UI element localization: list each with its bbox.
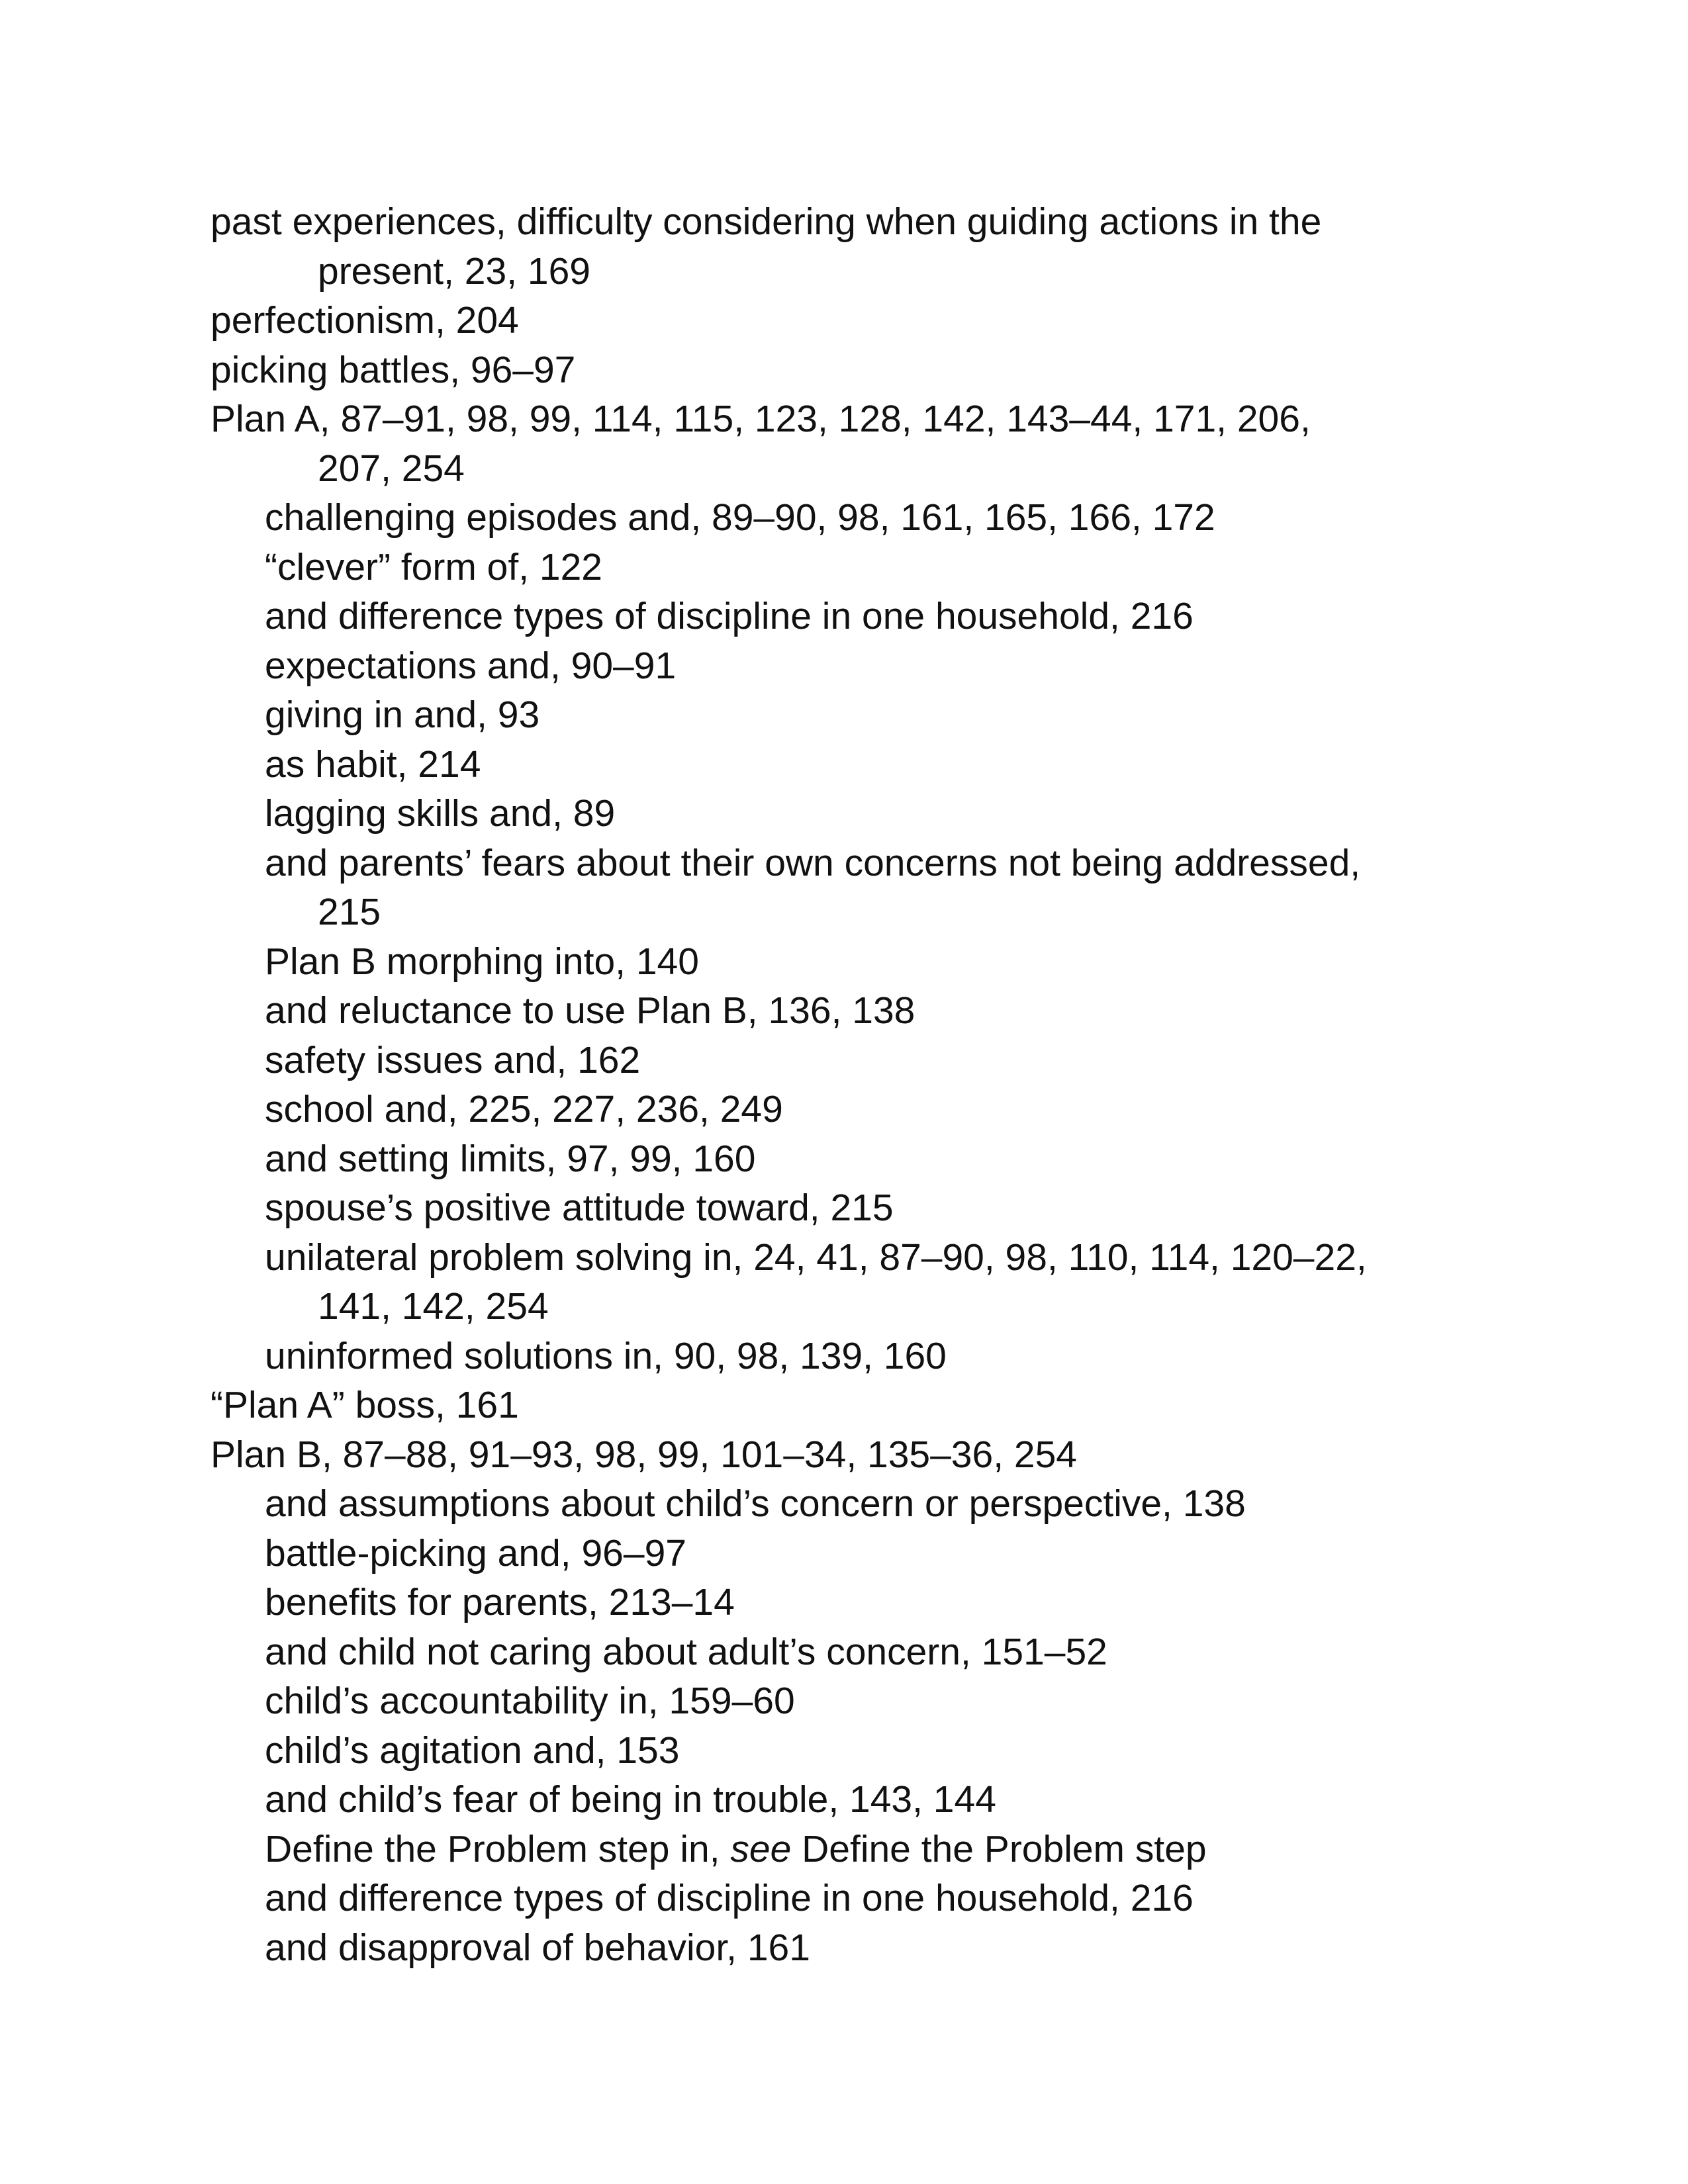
entry-text: safety issues and, 162 [265, 1038, 641, 1081]
index-page [211, 197, 1508, 2064]
index-subentry [211, 839, 1508, 937]
index-subentry [211, 1726, 1508, 1776]
entry-text: as habit, 214 [265, 743, 481, 786]
index-subentry [211, 641, 1508, 691]
index-subentry [211, 1825, 1508, 1874]
cross-reference-target: Define the Problem step [791, 1827, 1207, 1870]
index-entry [211, 1430, 1508, 1480]
entry-text: unilateral problem solving in, 24, 41, 87–90, 98, 110, 114, 120–22, [265, 1236, 1367, 1279]
entry-text: child’s agitation and, 153 [265, 1729, 680, 1772]
see-reference: see [730, 1827, 792, 1870]
entry-continuation: 215 [318, 891, 381, 933]
entry-text: and parents’ fears about their own concerns not being addressed, [265, 841, 1361, 884]
index-subentry [211, 937, 1508, 987]
entry-text: lagging skills and, 89 [265, 792, 616, 835]
index-subentry [211, 789, 1508, 839]
index-subentry [211, 543, 1508, 592]
index-subentry [211, 1332, 1508, 1381]
index-subentry [211, 986, 1508, 1036]
index-subentry [211, 1775, 1508, 1825]
entry-text: benefits for parents, 213–14 [265, 1581, 735, 1623]
entry-text: past experiences, difficulty considering when guiding actions in the [211, 201, 1322, 243]
entry-text: “Plan A” boss, 161 [211, 1384, 519, 1426]
index-subentry [211, 1923, 1508, 1973]
index-subentry [211, 1183, 1508, 1233]
index-entry [211, 394, 1508, 493]
entry-text: and difference types of discipline in one household, 216 [265, 595, 1194, 637]
entry-text: and child’s fear of being in trouble, 143, 144 [265, 1778, 996, 1821]
entry-text: perfectionism, 204 [211, 299, 519, 341]
index-subentry [211, 1233, 1508, 1332]
entry-text: and setting limits, 97, 99, 160 [265, 1137, 756, 1180]
index-subentry [211, 1529, 1508, 1578]
entry-text: challenging episodes and, 89–90, 98, 161, 165, 166, 172 [265, 496, 1215, 539]
index-subentry [211, 1874, 1508, 1923]
entry-text: and disapproval of behavior, 161 [265, 1926, 810, 1969]
index-subentry [211, 493, 1508, 543]
index-entry [211, 1381, 1508, 1430]
index-subentry [211, 1134, 1508, 1184]
entry-text: and child not caring about adult’s concern, 151–52 [265, 1630, 1107, 1673]
index-subentry [211, 1676, 1508, 1726]
index-subentry [211, 1479, 1508, 1529]
index-subentry [211, 740, 1508, 790]
entry-text: and assumptions about child’s concern or perspective, 138 [265, 1482, 1246, 1525]
entry-continuation: 207, 254 [318, 447, 465, 490]
entry-text: school and, 225, 227, 236, 249 [265, 1088, 783, 1130]
index-subentry [211, 1578, 1508, 1627]
index-entry [211, 296, 1508, 345]
index-subentry [211, 592, 1508, 641]
entry-text: and reluctance to use Plan B, 136, 138 [265, 989, 915, 1032]
index-subentry [211, 1085, 1508, 1134]
entry-continuation: present, 23, 169 [318, 250, 590, 293]
entry-text: Plan B morphing into, 140 [265, 940, 699, 983]
entry-text: Define the Problem step in, [265, 1827, 731, 1870]
index-entry [211, 345, 1508, 395]
entry-text: Plan A, 87–91, 98, 99, 114, 115, 123, 128, 142, 143–44, 171, 206, [211, 398, 1311, 440]
entry-text: child’s accountability in, 159–60 [265, 1680, 795, 1722]
index-entry [211, 197, 1508, 296]
entry-text: uninformed solutions in, 90, 98, 139, 160 [265, 1334, 947, 1377]
entry-text: giving in and, 93 [265, 694, 540, 736]
entry-text: and difference types of discipline in one household, 216 [265, 1877, 1194, 1919]
entry-text: “clever” form of, 122 [265, 545, 602, 588]
entry-continuation: 141, 142, 254 [318, 1285, 549, 1328]
entry-text: spouse’s positive attitude toward, 215 [265, 1187, 894, 1229]
index-subentry [211, 690, 1508, 740]
entry-text: expectations and, 90–91 [265, 644, 677, 687]
entry-text: battle-picking and, 96–97 [265, 1531, 686, 1574]
index-subentry [211, 1627, 1508, 1677]
entry-text: picking battles, 96–97 [211, 348, 576, 391]
entry-text: Plan B, 87–88, 91–93, 98, 99, 101–34, 135–36, 254 [211, 1433, 1077, 1476]
index-subentry [211, 1036, 1508, 1085]
